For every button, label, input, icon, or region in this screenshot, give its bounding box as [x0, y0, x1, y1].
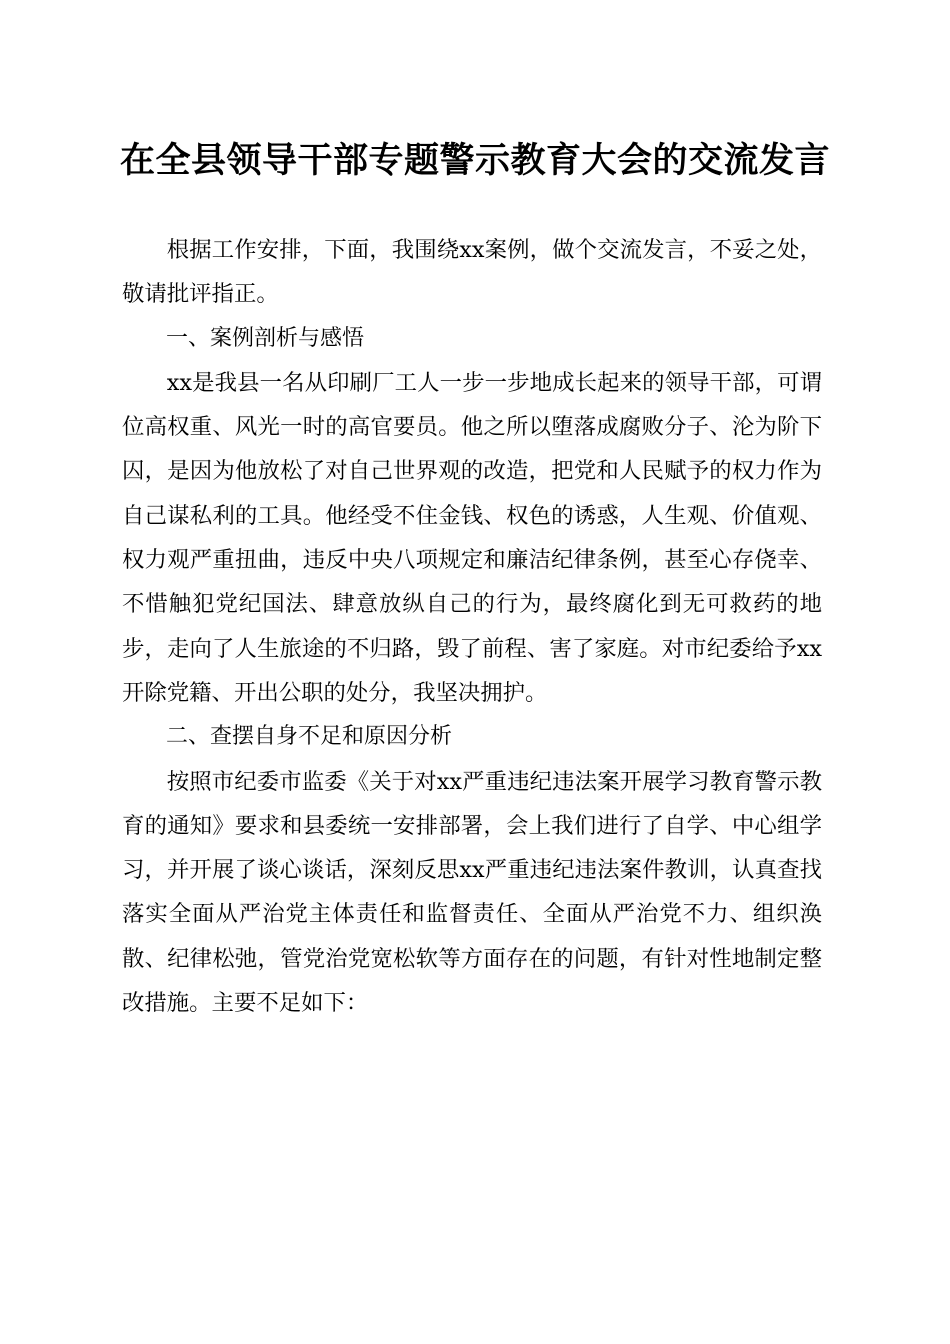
section-2-paragraph: 按照市纪委市监委《关于对xx严重违纪违法案开展学习教育警示教育的通知》要求和县委统一安排部署，会上我们进行了自学、中心组学习，并开展了谈心谈话，深刻反思xx严重违纪违法案件教训，认真查找落实全面从严治党主体责任和监督责任、全面从严治党不力、组织涣散、纪律松弛，管党治党宽松软等方面存在的问题，有针对性地制定整改措施。主要不足如下：: [122, 768, 822, 1017]
section-2-heading: 二、查摆自身不足和原因分析: [166, 724, 453, 750]
section-1-paragraph: xx是我县一名从印刷厂工人一步一步地成长起来的领导干部，可谓位高权重、风光一时的高官要员。他之所以堕落成腐败分子、沦为阶下囚，是因为他放松了对自己世界观的改造，把党和人民赋予的权力作为自己谋私利的工具。他经受不住金钱、权色的诱惑，人生观、价值观、权力观严重扭曲，违反中央八项规定和廉洁纪律条例，甚至心存侥幸、不惜触犯党纪国法、肆意放纵自己的行为，最终腐化到无可救药的地步，走向了人生旅途的不归路，毁了前程、害了家庭。对市纪委给予xx开除党籍、开出公职的处分，我坚决拥护。: [122, 369, 822, 706]
document-title: 在全县领导干部专题警示教育大会的交流发言: [119, 140, 830, 181]
section-1-heading: 一、案例剖析与感悟: [166, 325, 365, 351]
intro-paragraph: 根据工作安排，下面，我围绕xx案例，做个交流发言，不妥之处，敬请批评指正。: [122, 237, 822, 308]
document-body: [122, 228, 822, 1025]
